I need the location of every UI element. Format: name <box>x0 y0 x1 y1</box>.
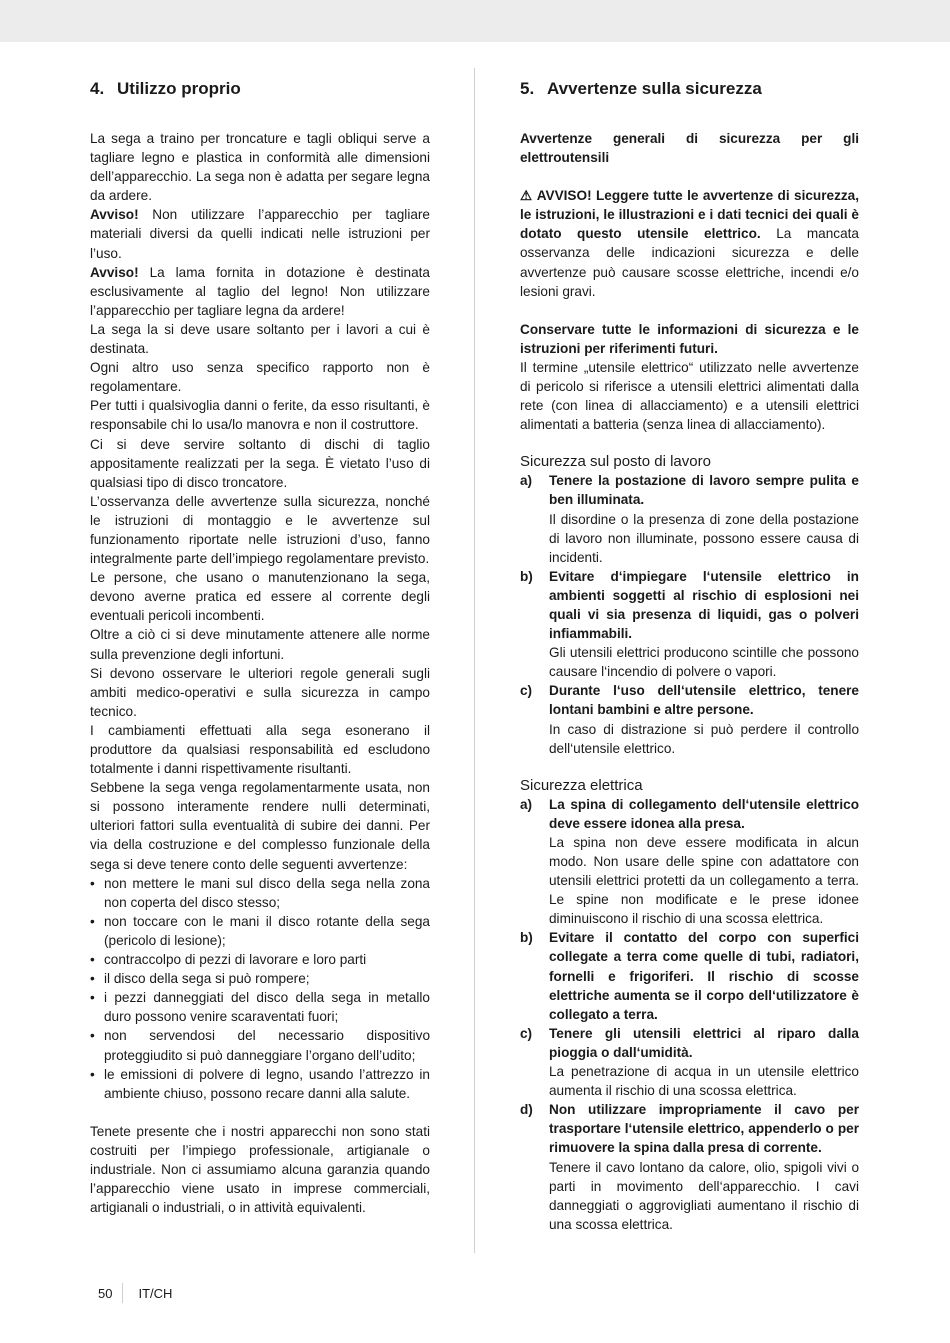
subsection-heading: Sicurezza sul posto di lavoro <box>520 453 711 471</box>
bullet-icon: • <box>90 875 95 891</box>
paragraph: Ogni altro uso senza specifico rapporto non è regolamentare. <box>90 360 430 395</box>
paragraph: Per tutti i qualsivoglia danni o ferite, da esso risultanti, è responsabile chi lo usa/lo manovra e non il costruttore. <box>90 398 430 433</box>
bullet-icon: • <box>90 990 95 1006</box>
locale-label: IT/CH <box>138 1285 173 1301</box>
paragraph: Avviso! La lama fornita in dotazione è destinata esclusivamente al taglio del legno! Non utilizzare l’apparecchio per tagliare legna da ardere! <box>90 264 430 318</box>
paragraph: La sega la si deve usare soltanto per i lavori a cui è destinata. <box>90 321 430 357</box>
paragraph: Il termine „utensile elettrico“ utilizzato nelle avvertenze di pericolo si riferisce a utensili elettrici alimentati dalla rete (con linea di allacciamento) e a utensili elettrici alimentati a batteria (senza linea di allacciamento). <box>520 359 859 433</box>
list-item: • i pezzi danneggiati del disco della sega in metallo duro possono venire scaraventati fuori; <box>90 990 430 1025</box>
paragraph: Si devono osservare le ulteriori regole generali sugli ambiti medico-operativi e sulla sicurezza in campo tecnico. <box>90 665 430 719</box>
list-item: • il disco della sega si può rompere; <box>90 969 430 988</box>
subsection-heading: Sicurezza elettrica <box>520 776 643 794</box>
list-item: c) Tenere gli utensili elettrici al riparo dalla pioggia o dall‘umidità. La penetrazione di acqua in un utensile elettrico aumenta il rischio di una scossa elettrica. <box>520 1025 859 1099</box>
intro-heading: Avvertenze generali di sicurezza per gli elettroutensili <box>520 131 859 166</box>
top-band <box>0 0 950 42</box>
paragraph: Avviso! Non utilizzare l’apparecchio per tagliare materiali diversi da quelli indicati nelle istruzioni per l’uso. <box>90 207 430 261</box>
list-item: a) La spina di collegamento dell‘utensile elettrico deve essere idonea alla presa. La spina non deve essere modificata in alcun modo. Non usare delle spine con adattatore con utensili elettrici protetti da un collegamento a terra. Le spine non modificate e le prese idonee diminuiscono il rischio di una scossa elettrica. <box>520 796 859 927</box>
section-intended-use <box>90 78 430 1217</box>
list-item: d) Non utilizzare impropriamente il cavo per trasportare l‘utensile elettrico, appenderlo o per rimuovere la spina dalla presa di corrente. Tenere il cavo lontano da calore, olio, spigoli vivi o parti in movimento dell‘apparecchio. I cavi danneggiati o aggrovigliati aumentano il rischio di una scossa elettrica. <box>520 1102 859 1232</box>
list-item: b) Evitare il contatto del corpo con superfici collegate a terra come quelle di tubi, radiatori, fornelli e frigoriferi. Il rischio di scosse elettriche aumenta se il corpo dell‘utilizzatore è collegato a terra. <box>520 930 859 1022</box>
page-number: 50 <box>98 1285 113 1301</box>
keep-instructions-heading: Conservare tutte le informazioni di sicurezza e le istruzioni per riferimenti futuri. <box>520 321 859 356</box>
list-item: a) Tenere la postazione di lavoro sempre pulita e ben illuminata. Il disordine o la presenza di zone della postazione di lavoro non illuminate, possono essere causa di incidenti. <box>520 473 859 565</box>
paragraph: La sega a traino per troncature e tagli obliqui serve a tagliare legno e plastica in conformità alle dimensioni dell’apparecchio. La sega non è adatta per segare legna da ardere. <box>90 131 430 204</box>
list-item: c) Durante l‘uso dell‘utensile elettrico, tenere lontani bambini e altre persone. In caso di distrazione si può perdere il controllo dell‘utensile elettrico. <box>520 683 859 756</box>
list-item: b) Evitare d‘impiegare l‘utensile elettrico in ambienti soggetti al rischio di esplosioni nei quali vi sia presenza di liquidi, gas o polveri infiammabili. Gli utensili elettrici producono scintille che possono causare l‘incendio di polvere o vapori. <box>520 568 859 680</box>
paragraph: Tenete presente che i nostri apparecchi non sono stati costruiti per l’impiego professionale, artigianale o industriale. Non ci assumiamo alcuna garanzia quando l’apparecchio viene usato in imprese commerciali, artigianali o industriali, o in attività equivalenti. <box>90 1123 430 1216</box>
bullet-icon: • <box>90 1028 95 1044</box>
hazard-list <box>90 874 430 1103</box>
paragraph: Sebbene la sega venga regolamentarmente usata, non si possono interamente rendere nulli determinati, ulteriori fattori sulla eventualità di subire dei danni. Per via della costruzione e del complesso funzionale della sega si deve tenere conto delle seguenti avvertenze: <box>90 780 430 872</box>
list-item: • contraccolpo di pezzi di lavorare e loro parti <box>90 950 430 969</box>
footer-divider <box>122 1283 123 1303</box>
section-heading: 5. Avvertenze sulla sicurezza <box>520 79 762 98</box>
paragraph: Le persone, che usano o manutenzionano la sega, devono averne pratica ed essere al corrente degli eventuali pericoli incombenti. <box>90 570 430 624</box>
list-item: • le emissioni di polvere di legno, usando l’attrezzo in ambiente chiuso, possono recare danni alla salute. <box>90 1066 430 1101</box>
warning-icon: ⚠ <box>520 188 533 204</box>
column-divider <box>474 68 475 1253</box>
section-safety-warnings <box>520 78 859 1234</box>
list-item: • non servendosi del necessario dispositivo proteggiudito si può danneggiare l’organo dell’udito; <box>90 1028 430 1063</box>
bullet-icon: • <box>90 971 95 987</box>
paragraph: L’osservanza delle avvertenze sulla sicurezza, nonché le istruzioni di montaggio e le avvertenze sul funzionamento riportate nelle istruzioni d’uso, fanno integralmente parte dell’impiego regolamentare previsto. <box>90 493 430 567</box>
page-footer <box>98 1283 172 1303</box>
paragraph: Oltre a ciò ci si deve minutamente attenere alle norme sulla prevenzione degli infortuni. <box>90 627 430 662</box>
warning-paragraph: ⚠ AVVISO! Leggere tutte le avvertenze di sicurezza, le istruzioni, le illustrazioni e i dati tecnici dei quali è dotato questo utensile elettrico. La mancata osservanza delle indicazioni sicurezza e delle avvertenze può causare scosse elettriche, incendi e/o lesioni gravi. <box>520 188 859 299</box>
paragraph: I cambiamenti effettuati alla sega esonerano il produttore da qualsiasi responsabilità ed escludono totalmente i danni rispettivamente risultanti. <box>90 722 430 777</box>
list-item: • non toccare con le mani il disco rotante della sega (pericolo di lesione); <box>90 913 430 948</box>
section-heading: 4. Utilizzo proprio <box>90 79 241 98</box>
list-item: • non mettere le mani sul disco della sega nella zona non coperta del disco stesso; <box>90 875 430 910</box>
paragraph: Ci si deve servire soltanto di dischi di taglio appositamente realizzati per la sega. È vietato l’uso di qualsiasi tipo di disco troncatore. <box>90 436 430 490</box>
bullet-icon: • <box>90 913 95 929</box>
bullet-icon: • <box>90 952 95 968</box>
bullet-icon: • <box>90 1066 95 1082</box>
